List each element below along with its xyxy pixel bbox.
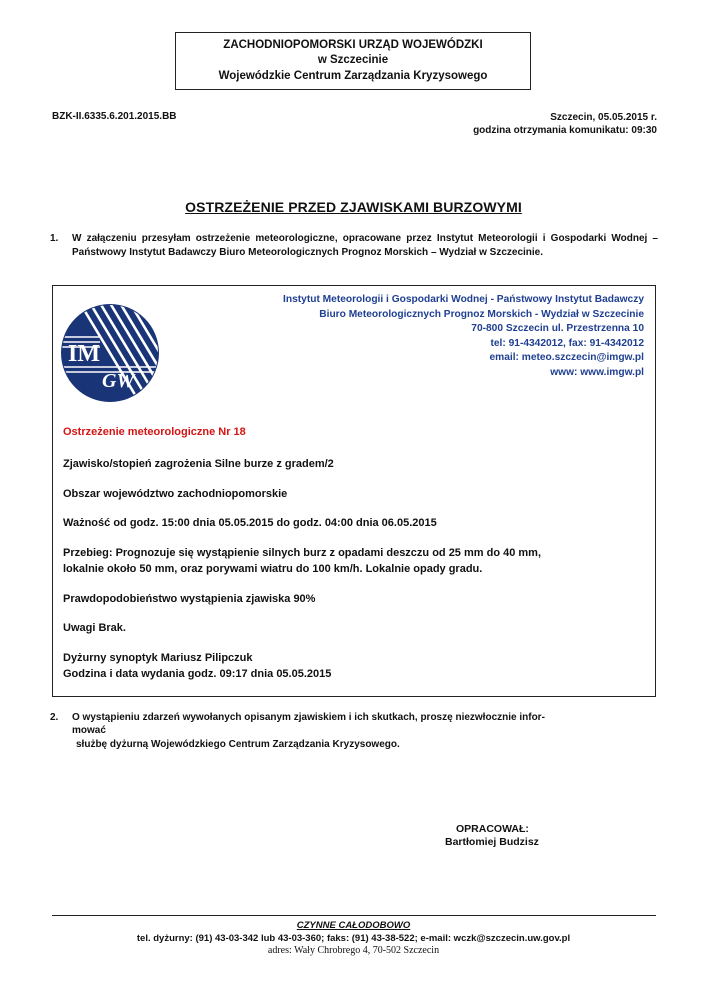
signature-role: OPRACOWAŁ: <box>456 823 529 835</box>
office-department: Wojewódzkie Centrum Zarządzania Kryzysowego <box>218 69 488 82</box>
paragraph-number: 1. <box>50 233 59 244</box>
warning-phenomenon: Zjawisko/stopień zagrożenia Silne burze z gradem/2 <box>63 458 334 470</box>
footer-divider <box>52 915 656 916</box>
logo-text-top: IM <box>68 341 100 367</box>
imgw-contact <box>283 293 644 380</box>
logo-text-bottom: GW <box>102 370 135 392</box>
course-line-2: lokalnie około 50 mm, oraz porywami wiatru do 100 km/h. Lokalnie opady gradu. <box>63 562 483 575</box>
warning-area: Obszar województwo zachodniopomorskie <box>63 488 288 500</box>
imgw-website: www: www.imgw.pl <box>550 366 644 378</box>
office-name: ZACHODNIOPOMORSKI URZĄD WOJEWÓDZKI <box>223 38 483 51</box>
paragraph-text: W załączeniu przesyłam ostrzeżenie meteorologiczne, opracowane przez Instytut Meteorologii i Gospodarki Wodnej – Państwowy Instytut Badawczy Biuro Meteorologicznych Prognoz Morskich – Wydział w Szczecinie. <box>72 233 658 258</box>
received-time: godzina otrzymania komunikatu: 09:30 <box>473 125 657 136</box>
paragraph-text-line-2: mować <box>72 725 106 736</box>
imgw-phone: tel: 91-4342012, fax: 91-4342012 <box>490 337 644 349</box>
footer-address: adres: Wały Chrobrego 4, 70-502 Szczecin <box>267 945 440 956</box>
forecaster: Dyżurny synoptyk Mariusz Pilipczuk <box>63 652 253 664</box>
office-city: w Szczecinie <box>317 54 389 67</box>
signature-name: Bartłomiej Budzisz <box>445 836 539 848</box>
issue-date: Szczecin, 05.05.2015 r. <box>550 112 657 123</box>
page-title: OSTRZEŻENIE PRZED ZJAWISKAMI BURZOWYMI <box>185 199 522 215</box>
imgw-email: email: meteo.szczecin@imgw.pl <box>489 352 644 363</box>
paragraph-1 <box>50 232 658 259</box>
footer-hours: CZYNNE CAŁODOBOWO <box>296 920 411 931</box>
warning-validity: Ważność od godz. 15:00 dnia 05.05.2015 do godz. 04:00 dnia 06.05.2015 <box>63 517 437 529</box>
warning-probability: Prawdopodobieństwo wystąpienia zjawiska 90% <box>63 593 316 605</box>
warning-course <box>63 546 541 577</box>
date-block <box>473 111 657 137</box>
warning-remarks: Uwagi Brak. <box>63 622 126 634</box>
issue-time: Godzina i data wydania godz. 09:17 dnia 05.05.2015 <box>63 667 332 680</box>
office-header <box>175 32 531 90</box>
course-line-1: Przebieg: Prognozuje się wystąpienie silnych burz z opadami deszczu od 25 mm do 40 mm, <box>63 547 542 559</box>
footer-contacts: tel. dyżurny: (91) 43-03-342 lub 43-03-360; faks: (91) 43-38-522; e-mail: wczk@szczecin.uw.gov.pl <box>136 932 571 944</box>
footer <box>0 920 707 958</box>
imgw-institute: Instytut Meteorologii i Gospodarki Wodnej - Państwowy Instytut Badawczy <box>283 294 644 305</box>
warning-issuer <box>63 651 331 682</box>
imgw-address: 70-800 Szczecin ul. Przestrzenna 10 <box>471 323 644 334</box>
imgw-bureau: Biuro Meteorologicznych Prognoz Morskich - Wydział w Szczecinie <box>319 308 644 320</box>
paragraph-number: 2. <box>50 712 59 723</box>
paragraph-2 <box>50 711 658 751</box>
warning-heading: Ostrzeżenie meteorologiczne Nr 18 <box>63 426 246 438</box>
paragraph-text-line-3: służbę dyżurną Wojewódzkiego Centrum Zarządzania Kryzysowego. <box>76 739 400 750</box>
paragraph-text-line-1: O wystąpieniu zdarzeń wywołanych opisanym zjawiskiem i ich skutkach, proszę niezwłocznie infor- <box>72 712 545 723</box>
reference-number: BZK-II.6335.6.201.2015.BB <box>52 111 177 122</box>
imgw-logo <box>60 303 160 403</box>
